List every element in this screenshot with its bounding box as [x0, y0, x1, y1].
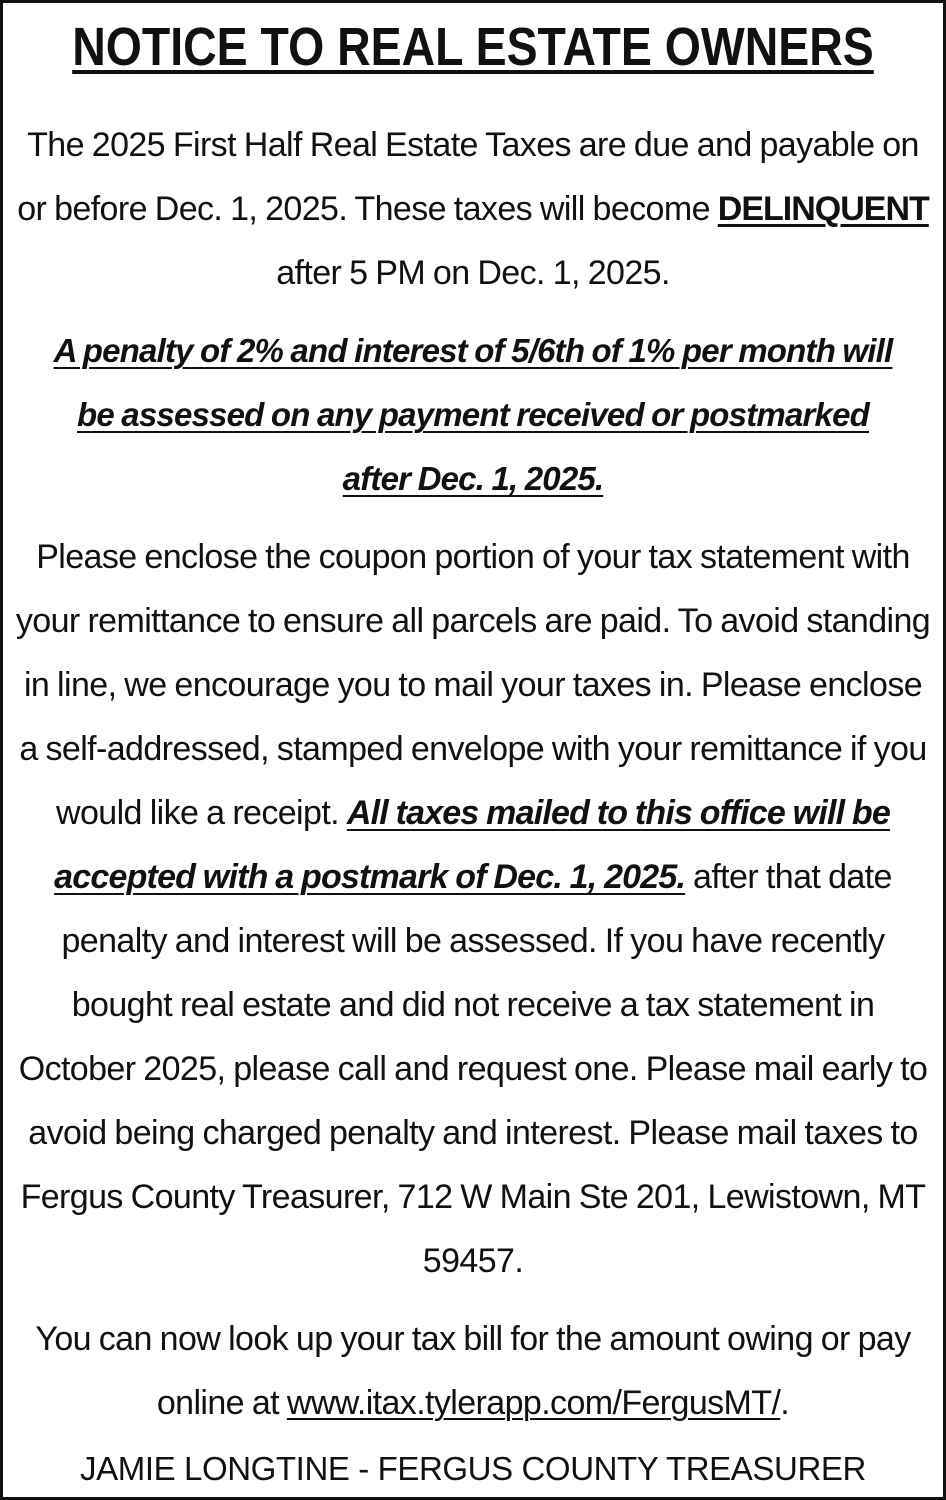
- tax-portal-link[interactable]: www.itax.tylerapp.com/FergusMT/: [286, 1384, 781, 1422]
- due-date-text: The 2025 First Half Real Estate Taxes are due and payable on or before Dec. 1, 2025. These taxes will become: [17, 126, 919, 228]
- treasurer-signature: JAMIE LONGTINE - FERGUS COUNTY TREASURER: [80, 1450, 866, 1487]
- delinquent-keyword: DELINQUENT: [717, 190, 929, 228]
- instructions-text: Please enclose the coupon portion of your tax statement with your remittance to ensure all parcels are paid. To avoid standing in line, we encourage you to mail your taxes in. Please enclose a self-addressed, stamped envelope with your remittance if you would like a receipt.: [15, 538, 931, 832]
- penalty-text: A penalty of 2% and interest of 5/6th of 1% per month will be assessed on any payment received or postmarked after Dec. 1, 2025.: [53, 332, 893, 497]
- instructions-paragraph: [13, 525, 933, 1293]
- instructions-followup-text: after that date penalty and interest will be assessed. If you have recently bought real estate and did not receive a tax statement in October 2025, please call and request one. Please mail early to avoid being charged penalty and interest. Please mail taxes to Fergus County Treasurer, 712 W Main Ste 201, Lewistown, MT 59457.: [18, 858, 928, 1280]
- online-payment-text: You can now look up your tax bill for the amount owing or pay online at: [35, 1320, 911, 1422]
- penalty-paragraph: [43, 319, 903, 511]
- due-date-paragraph: [13, 113, 933, 305]
- due-date-time-text: after 5 PM on Dec. 1, 2025.: [276, 254, 670, 292]
- notice-title: NOTICE TO REAL ESTATE OWNERS: [72, 17, 874, 77]
- online-payment-period: .: [780, 1384, 790, 1422]
- online-payment-paragraph: [13, 1307, 933, 1435]
- postmark-emphasis: All taxes mailed to this office will be accepted with a postmark of Dec. 1, 2025.: [54, 794, 890, 896]
